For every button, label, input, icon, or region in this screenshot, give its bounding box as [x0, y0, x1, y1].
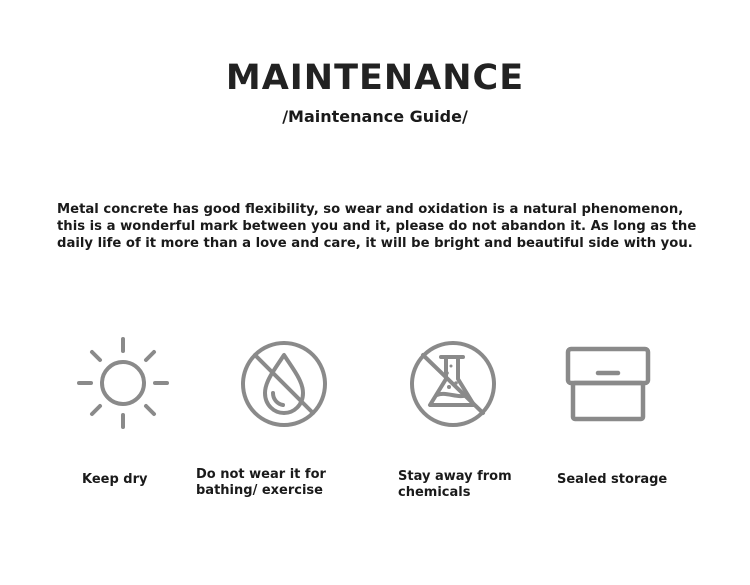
intro-paragraph: Metal concrete has good flexibility, so wear and oxidation is a natural phenomenon, this is a wonderful mark between you and it, please do not abandon it. As long as the daily life of it more than a love and care, it will be bright and beautiful side with you.	[57, 202, 697, 251]
page-subtitle: /Maintenance Guide/	[282, 107, 468, 126]
caption-keep-dry: Keep dry	[82, 472, 148, 487]
sealed-box-icon	[558, 335, 658, 435]
sun-icon	[73, 335, 173, 435]
no-water-drop-icon	[235, 335, 335, 435]
caption-stay-away-chemicals: Stay away from chemicals	[398, 469, 512, 500]
no-chemicals-flask-icon	[403, 335, 503, 435]
page-title: MAINTENANCE	[225, 58, 525, 98]
caption-sealed-storage: Sealed storage	[557, 472, 668, 487]
caption-no-bathing: Do not wear it for bathing/ exercise	[196, 467, 326, 498]
